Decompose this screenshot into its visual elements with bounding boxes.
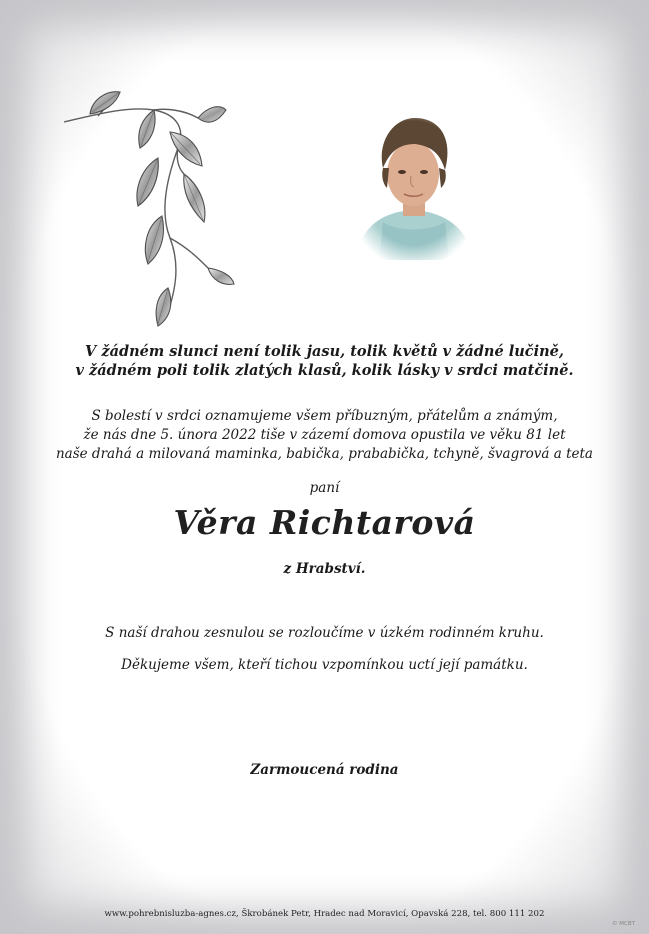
- signature: Zarmoucená rodina: [250, 762, 399, 778]
- motto: [0, 342, 649, 380]
- announcement: [0, 407, 649, 464]
- deceased-name: Věra Richtarová: [173, 503, 476, 542]
- announcement-line-2: že nás dne 5. února 2022 tiše v zázemí domova opustila ve věku 81 let: [83, 427, 566, 443]
- corner-mark: © MCBT: [612, 921, 635, 927]
- portrait-photo: [353, 112, 475, 260]
- footer: www.pohrebnisluzba-agnes.cz, Škrobánek Petr, Hradec nad Moravicí, Opavská 228, tel. 800 111 202: [104, 909, 545, 919]
- leaf-branch-icon: [58, 88, 238, 333]
- announcement-line-3: naše drahá a milovaná maminka, babička, prababička, tchyně, švagrová a teta: [55, 446, 593, 462]
- motto-line-1: V žádném slunci není tolik jasu, tolik květů v žádné lučině,: [85, 343, 564, 360]
- origin: z Hrabství.: [283, 561, 366, 577]
- announcement-line-1: S bolestí v srdci oznamujeme všem příbuzným, přátelům a známým,: [91, 408, 558, 424]
- farewell-line-2: Děkujeme všem, kteří tichou vzpomínkou uctí její památku.: [121, 657, 528, 673]
- honorific: paní: [309, 480, 340, 496]
- farewell-line-1: S naší drahou zesnulou se rozloučíme v úzkém rodinném kruhu.: [105, 625, 544, 641]
- motto-line-2: v žádném poli tolik zlatých klasů, kolik lásky v srdci matčině.: [75, 362, 574, 379]
